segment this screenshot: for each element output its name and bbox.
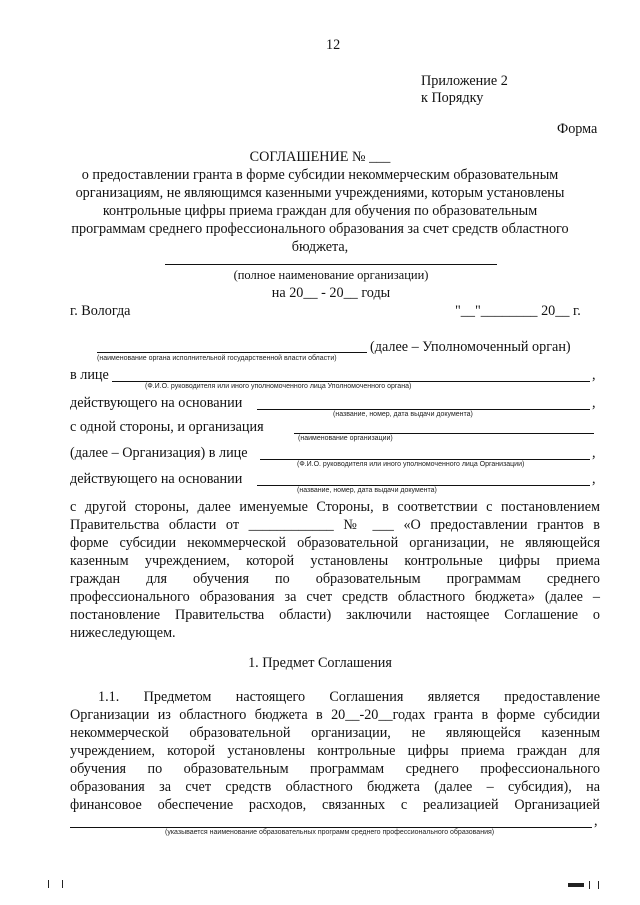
years-line: на 20__ - 20__ годы: [271, 285, 391, 301]
row-label: действующего на основании: [70, 395, 243, 411]
org-basis-field[interactable]: [257, 485, 590, 486]
scan-mark: [48, 880, 49, 888]
line-end: ,: [594, 813, 598, 829]
section-heading: 1. Предмет Соглашения: [248, 655, 392, 671]
subtitle-line: контрольные цифры приема граждан для обучения по образовательным: [102, 203, 538, 219]
authority-suffix: (далее – Уполномоченный орган): [370, 339, 571, 355]
org-representative-field[interactable]: [260, 459, 590, 460]
paragraph-line: Правительства области от ____________ № ___ «О предоставлении грантов в: [70, 517, 600, 533]
form-label: Форма: [557, 121, 598, 137]
row-hint: (наименование организации): [298, 435, 393, 442]
paragraph-line: обучения по образовательным программам среднего профессионального: [70, 761, 600, 777]
scan-mark: [598, 881, 599, 889]
paragraph-line: форме субсидии некоммерческой образовательной организации, не являющейся: [70, 535, 600, 551]
row-hint: (название, номер, дата выдачи документа): [333, 411, 473, 418]
row-label: в лице: [70, 367, 109, 383]
subtitle-line: программам среднего профессионального образования за счет средств областного: [71, 221, 569, 237]
paragraph-line: казенным учреждением, которой установлены контрольные цифры приема: [70, 553, 600, 569]
row-hint: (название, номер, дата выдачи документа): [297, 487, 437, 494]
row-end: ,: [592, 471, 596, 487]
row-hint: (Ф.И.О. руководителя или иного уполномоченного лица Организации): [297, 461, 525, 468]
date-line: "__"________ 20__ г.: [455, 303, 581, 319]
basis-field[interactable]: [257, 409, 590, 410]
program-name-hint: (указывается наименование образовательных программ среднего профессионального образования): [165, 829, 495, 836]
paragraph-line: некоммерческой образовательной организации, не являющейся казенным: [70, 725, 600, 741]
scan-mark: [589, 881, 590, 889]
paragraph-line: с другой стороны, далее именуемые Стороны, в соответствии с постановлением: [70, 499, 600, 515]
scan-mark: [568, 883, 584, 887]
paragraph-line: 1.1. Предметом настоящего Соглашения является предоставление: [98, 689, 600, 705]
row-end: ,: [592, 445, 596, 461]
paragraph-line: граждан для обучения по образовательным программам среднего: [70, 571, 600, 587]
row-end: ,: [592, 367, 596, 383]
paragraph-line: профессионального образования за счет средств областного бюджета» (далее –: [70, 589, 600, 605]
paragraph-line: образования за счет средств областного бюджета (далее – субсидия), на: [70, 779, 600, 795]
authority-field[interactable]: [97, 352, 367, 353]
paragraph-line: нижеследующем.: [70, 625, 176, 641]
page-number: 12: [326, 37, 341, 53]
paragraph-line: финансовое обеспечение расходов, связанных с реализацией Организацией: [70, 797, 600, 813]
org-name-field[interactable]: [165, 264, 497, 265]
row-label: (далее – Организация) в лице: [70, 445, 248, 461]
paragraph-line: Организации из областного бюджета в 20__-20__годах гранта в форме субсидии: [70, 707, 600, 723]
organization-field[interactable]: [294, 433, 594, 434]
row-label: действующего на основании: [70, 471, 243, 487]
row-label: с одной стороны, и организация: [70, 419, 264, 435]
city: г. Вологда: [70, 303, 131, 319]
row-end: ,: [592, 395, 596, 411]
row-hint: (Ф.И.О. руководителя или иного уполномоченного лица Уполномоченного органа): [145, 383, 412, 390]
subtitle-line: бюджета,: [291, 239, 349, 255]
appendix-line-2: к Порядку: [421, 90, 484, 106]
paragraph-line: учреждением, которой установлены контрольные цифры приема граждан для: [70, 743, 600, 759]
subtitle-line: организациям, не являющимся казенными учреждениями, которым установлены: [75, 185, 565, 201]
authority-hint: (наименование органа исполнительной государственной власти области): [97, 355, 337, 362]
scan-mark: [62, 880, 63, 888]
document-title: СОГЛАШЕНИЕ № ___: [249, 149, 391, 165]
program-name-field[interactable]: [70, 827, 592, 828]
subtitle-line: о предоставлении гранта в форме субсидии некоммерческим образовательным: [81, 167, 559, 183]
paragraph-line: постановление Правительства области) заключили настоящее Соглашение о: [70, 607, 600, 623]
appendix-line-1: Приложение 2: [421, 73, 508, 89]
org-name-hint: (полное наименование организации): [233, 268, 429, 282]
representative-field[interactable]: [112, 381, 590, 382]
